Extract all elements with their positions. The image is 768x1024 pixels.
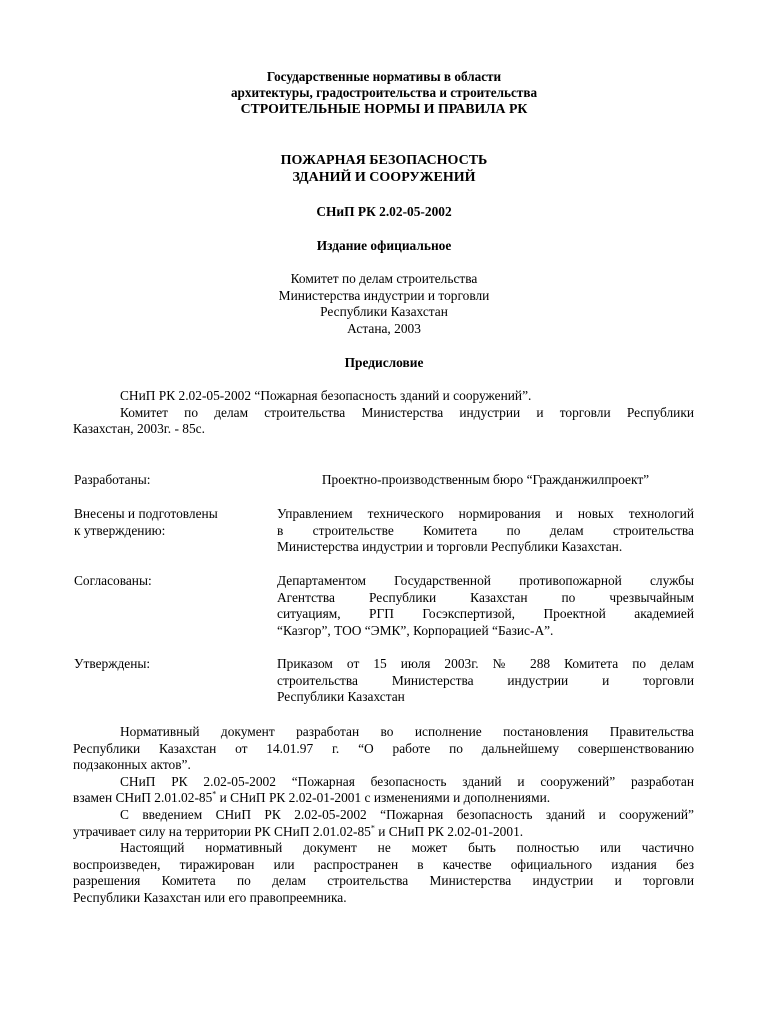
submitted-label bbox=[74, 506, 254, 539]
approved-value-line-3: Республики Казахстан bbox=[277, 689, 405, 705]
p2-line-2-part-a: взамен СНиП 2.01.02-85 bbox=[73, 790, 213, 806]
p2-line-2-part-b: и СНиП РК 2.02-01-2001 с изменениями и дополнениями. bbox=[216, 790, 551, 806]
submitted-value bbox=[277, 506, 694, 556]
agreed-value-line-2: Агентства Республики Казахстан по чрезвычайным bbox=[277, 589, 694, 605]
p4-line-3: разрешения Комитета по делам строительства Министерства индустрии и торговли bbox=[73, 873, 694, 889]
publisher-line-4: Астана, 2003 bbox=[347, 320, 421, 336]
intro-line-2: Комитет по делам строительства Министерства индустрии и торговли Республики bbox=[120, 404, 694, 420]
approved-label: Утверждены: bbox=[74, 656, 151, 671]
p3-line-2-part-b: и СНиП РК 2.02-01-2001. bbox=[374, 823, 524, 839]
publisher-line-3: Республики Казахстан bbox=[320, 304, 448, 319]
standards-header bbox=[0, 69, 768, 117]
agreed-value-line-3: ситуациям, РГП Госэкспертизой, Проектной академией bbox=[277, 606, 694, 622]
developed-label: Разработаны: bbox=[74, 472, 151, 487]
document-title bbox=[0, 152, 768, 186]
developed-value: Проектно-производственным бюро “Гражданжилпроект” bbox=[321, 472, 650, 487]
title-line-2: ЗДАНИЙ И СООРУЖЕНИЙ bbox=[292, 170, 476, 185]
submitted-value-line-2: в строительстве Комитета по делам строительства bbox=[277, 522, 694, 538]
p4-line-4: Республики Казахстан или его правопреемника. bbox=[73, 889, 347, 905]
p3-line-2 bbox=[73, 824, 694, 841]
preface-heading: Предисловие bbox=[344, 355, 424, 370]
agreed-value-line-1: Департаментом Государственной противопожарной службы bbox=[277, 573, 694, 588]
p3-line-2-part-a: утрачивает силу на территории РК СНиП 2.01.02-85 bbox=[73, 823, 371, 839]
header-line-1: Государственные нормативы в области bbox=[266, 69, 502, 84]
p2-line-1: СНиП РК 2.02-05-2002 “Пожарная безопасность зданий и сооружений” разработан bbox=[120, 773, 694, 789]
submitted-value-line-3: Министерства индустрии и торговли Республики Казахстан. bbox=[277, 539, 623, 555]
intro-line-3: Казахстан, 2003г. - 85с. bbox=[73, 421, 205, 437]
p1-line-1: Нормативный документ разработан во исполнение постановления Правительства bbox=[120, 724, 694, 739]
agreed-value-line-4: “Казгор”, ТОО “ЭМК”, Корпорацией “Базис-А”. bbox=[277, 622, 554, 638]
submitted-label-line-2: к утверждению: bbox=[74, 522, 166, 538]
p2-line-2 bbox=[73, 790, 694, 807]
p4-line-1: Настоящий нормативный документ не может быть полностью или частично bbox=[120, 840, 694, 856]
agreed-label: Согласованы: bbox=[74, 573, 152, 588]
header-line-2: архитектуры, градостроительства и строительства bbox=[230, 85, 538, 100]
publisher-block bbox=[0, 271, 768, 337]
approved-value-line-2: строительства Министерства индустрии и торговли bbox=[277, 672, 694, 688]
footnote-mark: * bbox=[212, 789, 217, 799]
document-code: СНиП РК 2.02-05-2002 bbox=[316, 204, 452, 219]
publisher-line-1: Комитет по делам строительства bbox=[290, 271, 478, 286]
agreed-value bbox=[277, 573, 694, 639]
approved-value bbox=[277, 656, 694, 706]
submitted-label-line-1: Внесены и подготовлены bbox=[74, 506, 218, 521]
publisher-line-2: Министерства индустрии и торговли bbox=[278, 287, 490, 303]
p1-line-2: Республики Казахстан от 14.01.97 г. “О работе по дальнейшему совершенствованию bbox=[73, 740, 694, 756]
approved-value-line-1: Приказом от 15 июля 2003г. № 288 Комитета по делам bbox=[277, 656, 694, 671]
footnote-mark: * bbox=[370, 823, 375, 833]
submitted-value-line-1: Управлением технического нормирования и новых технологий bbox=[277, 506, 694, 521]
body-text bbox=[73, 724, 694, 907]
intro-paragraph bbox=[73, 388, 694, 438]
intro-line-1: СНиП РК 2.02-05-2002 “Пожарная безопасность зданий и сооружений”. bbox=[120, 388, 532, 403]
p4-line-2: воспроизведен, тиражирован или распространен в качестве официального издания без bbox=[73, 856, 694, 872]
title-line-1: ПОЖАРНАЯ БЕЗОПАСНОСТЬ bbox=[280, 153, 488, 168]
p3-line-1: С введением СНиП РК 2.02-05-2002 “Пожарная безопасность зданий и сооружений” bbox=[120, 806, 694, 822]
header-line-3: СТРОИТЕЛЬНЫЕ НОРМЫ И ПРАВИЛА РК bbox=[240, 101, 528, 116]
p1-line-3: подзаконных актов”. bbox=[73, 757, 191, 773]
edition-label: Издание официальное bbox=[316, 238, 452, 253]
